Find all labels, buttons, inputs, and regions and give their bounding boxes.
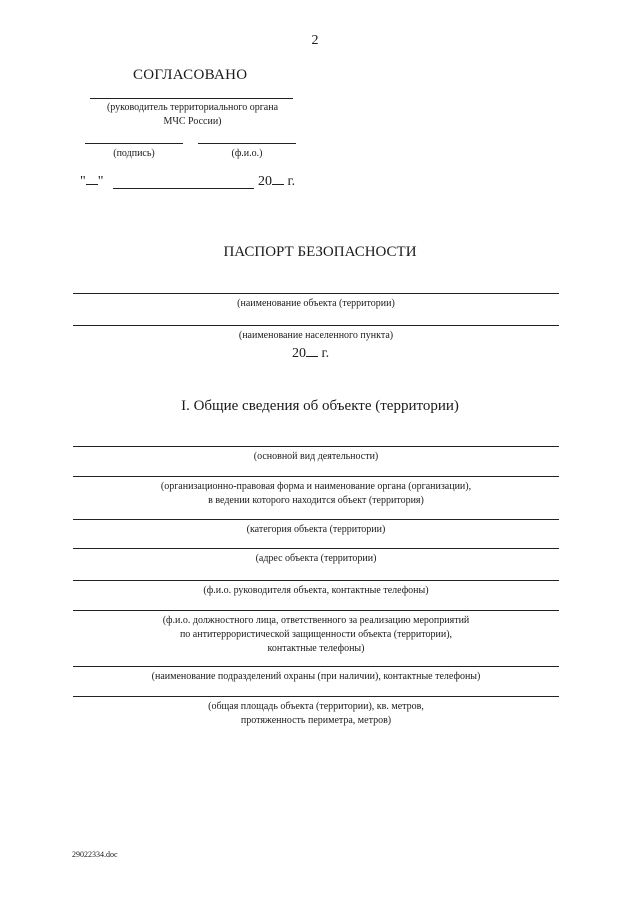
field-line-responsible	[73, 610, 559, 611]
date-day-blank	[86, 174, 98, 185]
caption-line: (общая площадь объекта (территории), кв. метров,	[208, 701, 424, 712]
caption-line: (адрес объекта (территории)	[255, 553, 377, 564]
passport-year-suffix: г.	[321, 346, 330, 361]
signature-line	[85, 143, 183, 144]
approval-date	[80, 174, 103, 190]
date-year-prefix: 20	[258, 174, 272, 189]
caption-line: (организационно-правовая форма и наименование органа (организации),	[160, 481, 472, 492]
head-caption-line2: МЧС России)	[163, 116, 222, 127]
caption-line: (наименование подразделений охраны (при наличии), контактные телефоны)	[151, 671, 481, 682]
locality-caption: (наименование населенного пункта)	[238, 330, 394, 341]
field-line-address	[73, 548, 559, 549]
fio-line	[198, 143, 296, 144]
field-line-activity	[73, 446, 559, 447]
field-caption-security	[73, 670, 559, 684]
field-caption-address	[73, 552, 559, 566]
head-caption	[80, 101, 305, 129]
passport-year-prefix: 20	[292, 346, 306, 361]
caption-line: (основной вид деятельности)	[253, 451, 379, 462]
caption-line: по антитеррористической защищенности объекта (территории),	[179, 629, 453, 640]
date-close-quote: "	[97, 174, 104, 189]
field-caption-activity	[73, 450, 559, 464]
passport-year-blank	[306, 346, 318, 357]
field-line-director	[73, 580, 559, 581]
field-line-security	[73, 666, 559, 667]
object-name-line	[73, 293, 559, 294]
field-line-category	[73, 519, 559, 520]
caption-line: (ф.и.о. должностного лица, ответственного за реализацию мероприятий	[162, 615, 470, 626]
field-caption-responsible	[73, 614, 559, 656]
footer-filename: 29022334.doc	[72, 850, 118, 859]
signature-caption: (подпись)	[113, 148, 155, 159]
locality-line	[73, 325, 559, 326]
head-caption-line1: (руководитель территориального органа	[106, 102, 279, 113]
field-line-organization	[73, 476, 559, 477]
head-name-line	[90, 98, 293, 99]
approval-title: СОГЛАСОВАНО	[133, 67, 248, 83]
fio-caption: (ф.и.о.)	[231, 148, 263, 159]
page-number: 2	[311, 33, 319, 48]
caption-line: (ф.и.о. руководителя объекта, контактные телефоны)	[203, 585, 429, 596]
caption-line: в ведении которого находится объект (территория)	[208, 495, 424, 506]
field-caption-category	[73, 523, 559, 537]
field-caption-director	[73, 584, 559, 598]
section-title: I. Общие сведения об объекте (территории)	[181, 398, 459, 414]
caption-line: протяженность периметра, метров)	[240, 715, 392, 726]
date-year-suffix: г.	[287, 174, 296, 189]
field-line-area	[73, 696, 559, 697]
passport-title: ПАСПОРТ БЕЗОПАСНОСТИ	[223, 244, 417, 260]
object-caption: (наименование объекта (территории)	[237, 298, 395, 309]
date-year-blank	[272, 174, 284, 185]
date-month-line	[113, 188, 254, 189]
caption-line: контактные телефоны)	[267, 643, 365, 654]
field-caption-area	[73, 700, 559, 728]
caption-line: (категория объекта (территории)	[246, 524, 386, 535]
field-caption-organization	[73, 480, 559, 508]
passport-year	[292, 346, 329, 362]
approval-year	[258, 174, 295, 190]
date-open-quote: "	[80, 174, 86, 189]
